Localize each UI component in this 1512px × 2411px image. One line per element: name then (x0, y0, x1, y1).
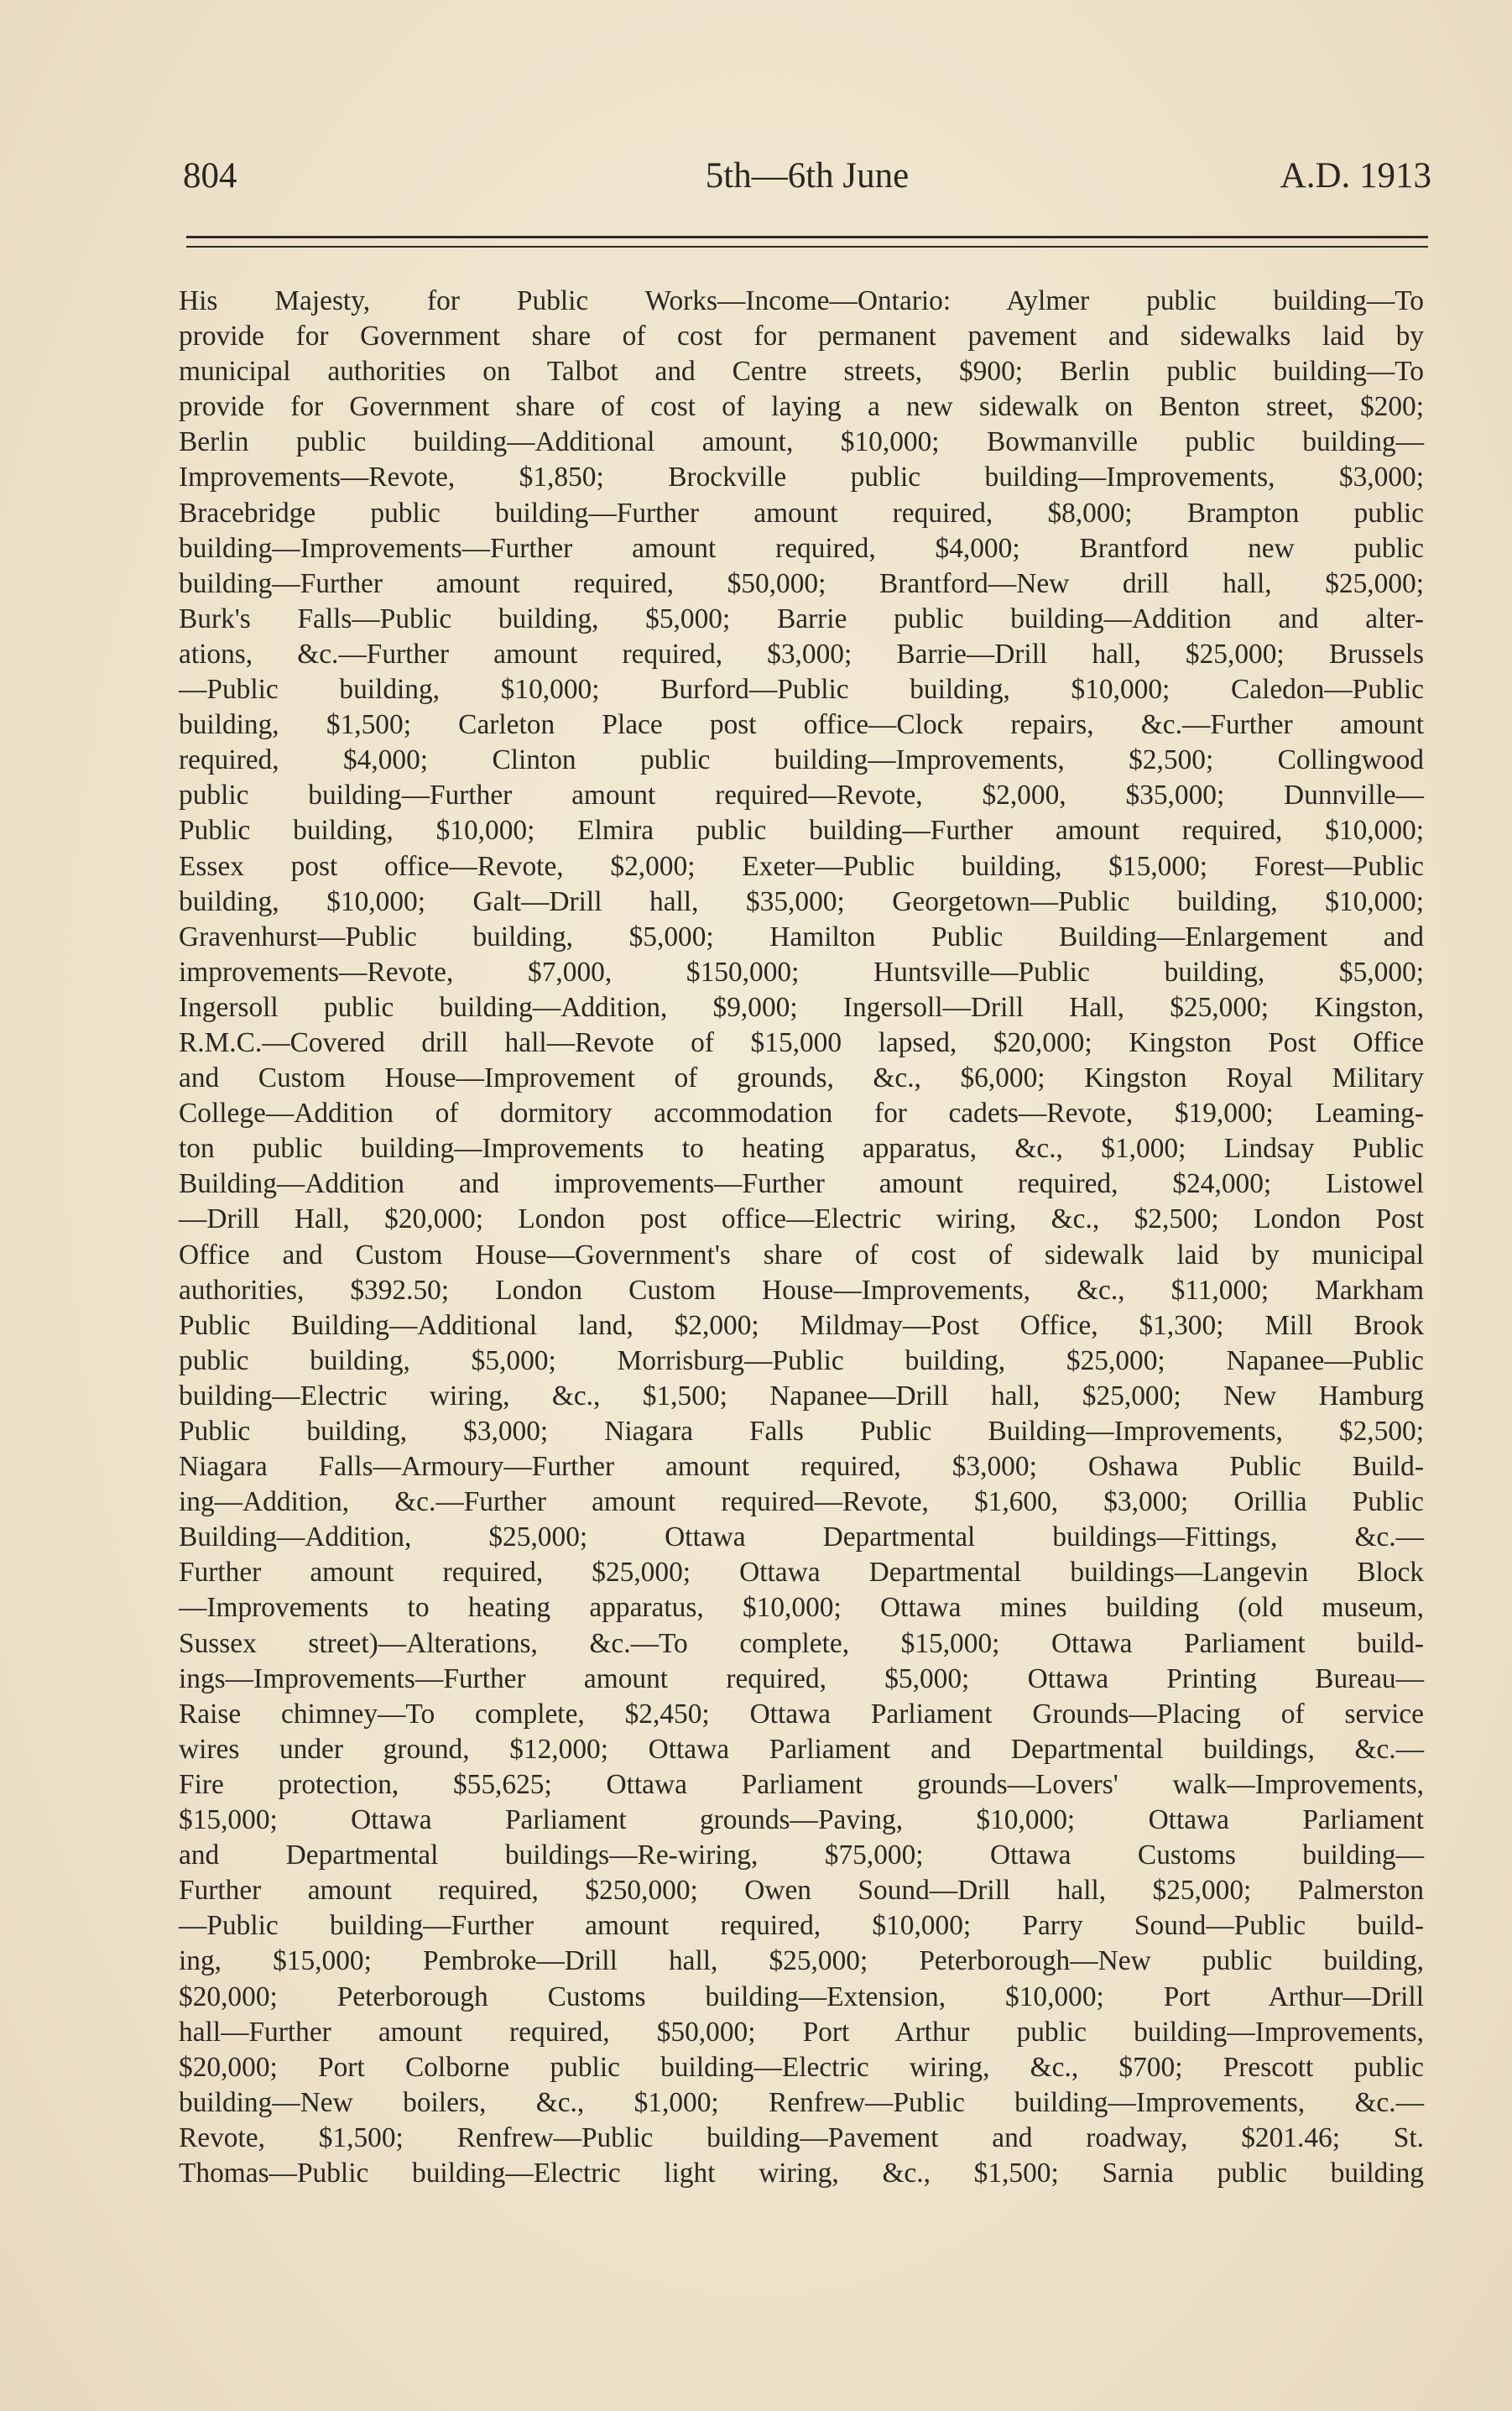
page-header (183, 151, 1431, 201)
text-line: —Public building—Further amount required, $10,000; Parry Sound—Public build- (179, 1910, 1424, 1942)
text-line: required, $4,000; Clinton public building—Improvements, $2,500; Collingwood (179, 744, 1424, 776)
text-line: ing, $15,000; Pembroke—Drill hall, $25,000; Peterborough—New public building, (179, 1945, 1424, 1977)
text-line: Further amount required, $250,000; Owen Sound—Drill hall, $25,000; Palmerston (179, 1875, 1424, 1907)
text-line: provide for Government share of cost for permanent pavement and sidewalks laid by (179, 321, 1424, 352)
text-line: His Majesty, for Public Works—Income—Ontario: Aylmer public building—To (179, 285, 1424, 316)
text-line: authorities, $392.50; London Custom House—Improvements, &c., $11,000; Markham (179, 1274, 1424, 1306)
text-line: Burk's Falls—Public building, $5,000; Barrie public building—Addition and alter- (179, 603, 1424, 634)
text-line: College—Addition of dormitory accommodation for cadets—Revote, $19,000; Leaming- (179, 1098, 1424, 1130)
header-rule-bottom (186, 246, 1428, 248)
text-line: Improvements—Revote, $1,850; Brockville public building—Improvements, $3,000; (179, 462, 1424, 493)
text-line: public building—Further amount required—Revote, $2,000, $35,000; Dunnville— (179, 780, 1424, 811)
text-line: ton public building—Improvements to heating apparatus, &c., $1,000; Lindsay Public (179, 1133, 1424, 1165)
text-line: building—Further amount required, $50,000; Brantford—New drill hall, $25,000; (179, 567, 1424, 599)
text-line: and Custom House—Improvement of grounds, &c., $6,000; Kingston Royal Military (179, 1062, 1424, 1094)
text-line: Bracebridge public building—Further amount required, $8,000; Brampton public (179, 497, 1424, 529)
text-line: Building—Addition, $25,000; Ottawa Departmental buildings—Fittings, &c.— (179, 1521, 1424, 1553)
text-line: ations, &c.—Further amount required, $3,000; Barrie—Drill hall, $25,000; Brussels (179, 638, 1424, 670)
text-line: Raise chimney—To complete, $2,450; Ottawa Parliament Grounds—Placing of service (179, 1698, 1424, 1730)
text-line: public building, $5,000; Morrisburg—Public building, $25,000; Napanee—Public (179, 1344, 1424, 1376)
text-line: building, $1,500; Carleton Place post office—Clock repairs, &c.—Further amount (179, 709, 1424, 741)
page-number: 804 (183, 156, 237, 196)
text-line: $20,000; Port Colborne public building—Electric wiring, &c., $700; Prescott public (179, 2051, 1424, 2083)
text-line: building—Electric wiring, &c., $1,500; Napanee—Drill hall, $25,000; New Hamburg (179, 1380, 1424, 1412)
body-text (179, 284, 1424, 2191)
text-line: Niagara Falls—Armoury—Further amount required, $3,000; Oshawa Public Build- (179, 1451, 1424, 1483)
text-line: Building—Addition and improvements—Further amount required, $24,000; Listowel (179, 1168, 1424, 1200)
text-line: Public Building—Additional land, $2,000; Mildmay—Post Office, $1,300; Mill Brook (179, 1309, 1424, 1341)
page-year: A.D. 1913 (1280, 156, 1431, 196)
text-line: building—Improvements—Further amount required, $4,000; Brantford new public (179, 532, 1424, 564)
text-line: building, $10,000; Galt—Drill hall, $35,000; Georgetown—Public building, $10,000; (179, 885, 1424, 917)
text-line: building—New boilers, &c., $1,000; Renfrew—Public building—Improvements, &c.— (179, 2086, 1424, 2118)
text-line: ing—Addition, &c.—Further amount required—Revote, $1,600, $3,000; Orillia Public (179, 1486, 1424, 1518)
text-line: Revote, $1,500; Renfrew—Public building—Pavement and roadway, $201.46; St. (179, 2121, 1424, 2153)
text-line: improvements—Revote, $7,000, $150,000; Huntsville—Public building, $5,000; (179, 956, 1424, 988)
text-line: Ingersoll public building—Addition, $9,000; Ingersoll—Drill Hall, $25,000; Kingston, (179, 991, 1424, 1023)
text-line: Sussex street)—Alterations, &c.—To complete, $15,000; Ottawa Parliament build- (179, 1627, 1424, 1659)
text-line: provide for Government share of cost of laying a new sidewalk on Benton street, $200; (179, 391, 1424, 423)
text-line: Further amount required, $25,000; Ottawa Departmental buildings—Langevin Block (179, 1557, 1424, 1589)
text-line: Essex post office—Revote, $2,000; Exeter—Public building, $15,000; Forest—Public (179, 850, 1424, 882)
text-line: Thomas—Public building—Electric light wiring, &c., $1,500; Sarnia public building (179, 2157, 1424, 2189)
text-line: R.M.C.—Covered drill hall—Revote of $15,000 lapsed, $20,000; Kingston Post Office (179, 1026, 1424, 1058)
text-line: Gravenhurst—Public building, $5,000; Hamilton Public Building—Enlargement and (179, 921, 1424, 952)
text-line: ings—Improvements—Further amount required, $5,000; Ottawa Printing Bureau— (179, 1662, 1424, 1694)
page-date-range: 5th—6th June (705, 156, 910, 196)
text-line: Berlin public building—Additional amount, $10,000; Bowmanville public building— (179, 426, 1424, 458)
text-line: municipal authorities on Talbot and Centre streets, $900; Berlin public building—To (179, 356, 1424, 388)
text-line: $15,000; Ottawa Parliament grounds—Paving, $10,000; Ottawa Parliament (179, 1804, 1424, 1836)
text-line: and Departmental buildings—Re-wiring, $75,000; Ottawa Customs building— (179, 1840, 1424, 1871)
text-line: —Drill Hall, $20,000; London post office—Electric wiring, &c., $2,500; London Post (179, 1203, 1424, 1235)
text-line: hall—Further amount required, $50,000; Port Arthur public building—Improvements, (179, 2016, 1424, 2048)
text-line: $20,000; Peterborough Customs building—Extension, $10,000; Port Arthur—Drill (179, 1980, 1424, 2012)
header-rule-top (186, 236, 1428, 238)
text-line: wires under ground, $12,000; Ottawa Parliament and Departmental buildings, &c.— (179, 1733, 1424, 1765)
text-line: —Improvements to heating apparatus, $10,000; Ottawa mines building (old museum, (179, 1592, 1424, 1624)
text-line: —Public building, $10,000; Burford—Public building, $10,000; Caledon—Public (179, 674, 1424, 706)
text-line: Public building, $10,000; Elmira public building—Further amount required, $10,000; (179, 815, 1424, 847)
text-line: Public building, $3,000; Niagara Falls Public Building—Improvements, $2,500; (179, 1416, 1424, 1447)
text-line: Office and Custom House—Government's share of cost of sidewalk laid by municipal (179, 1239, 1424, 1271)
text-line: Fire protection, $55,625; Ottawa Parliament grounds—Lovers' walk—Improvements, (179, 1768, 1424, 1800)
